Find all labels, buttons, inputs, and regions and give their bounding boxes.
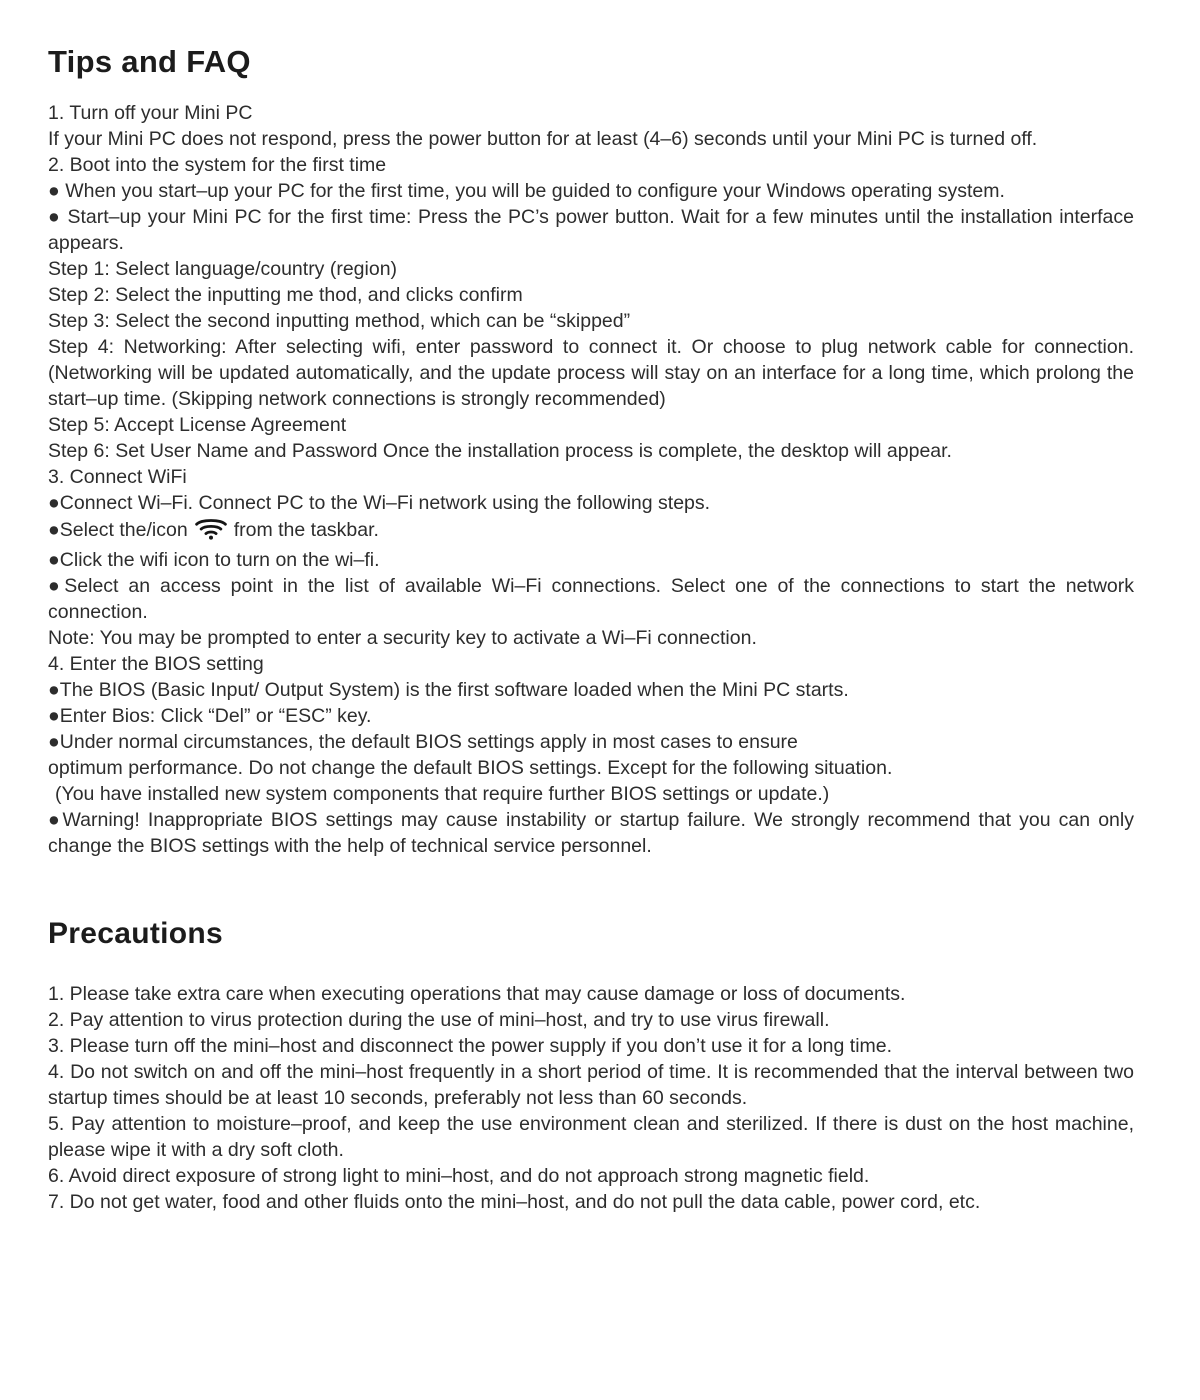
section4-bullet-3-line1: ●Under normal circumstances, the default BIOS settings apply in most cases to ensure — [48, 731, 798, 753]
section3-heading: 3. Connect WiFi — [48, 466, 187, 488]
section-bios-setting — [48, 651, 1134, 859]
wifi-icon — [194, 516, 228, 547]
section4-bullet-1: ●The BIOS (Basic Input/ Output System) is the first software loaded when the Mini PC starts. — [48, 679, 849, 701]
section2-step-4: Step 4: Networking: After selecting wifi, enter password to connect it. Or choose to plug network cable for connection. (Networking will be updated automatically, and the update process will stay on an interface for a long time, which prolong the start–up time. (Skipping network connections is strongly recommended) — [48, 336, 1134, 410]
section2-bullet-1: ● When you start–up your PC for the first time, you will be guided to configure your Windows operating system. — [48, 180, 1005, 202]
section2-step-3: Step 3: Select the second inputting method, which can be “skipped” — [48, 310, 631, 332]
section4-bullet-4: ●Warning! Inappropriate BIOS settings may cause instability or startup failure. We strongly recommend that you can only change the BIOS settings with the help of technical service personnel. — [48, 809, 1134, 857]
section1-heading: 1. Turn off your Mini PC — [48, 102, 253, 124]
section-precautions — [48, 981, 1134, 1215]
section-connect-wifi — [48, 464, 1134, 651]
section3-note: Note: You may be prompted to enter a security key to activate a Wi–Fi connection. — [48, 627, 757, 649]
section3-bullet-2 — [48, 516, 1134, 547]
section2-bullet-2: ● Start–up your Mini PC for the first time: Press the PC’s power button. Wait for a few minutes until the installation interface appears. — [48, 206, 1134, 254]
precaution-item-5: 5. Pay attention to moisture–proof, and keep the use environment clean and sterilized. If there is dust on the host machine, please wipe it with a dry soft cloth. — [48, 1113, 1134, 1161]
section3-bullet-2-pre: ●Select the/icon — [48, 519, 188, 541]
section3-bullet-4: ●Select an access point in the list of available Wi–Fi connections. Select one of the connections to start the network connection. — [48, 575, 1134, 623]
section4-heading: 4. Enter the BIOS setting — [48, 653, 264, 675]
precaution-item-3: 3. Please turn off the mini–host and disconnect the power supply if you don’t use it for a long time. — [48, 1035, 893, 1057]
section3-bullet-3: ●Click the wifi icon to turn on the wi–fi. — [48, 549, 380, 571]
section4-bullet-3-line3: (You have installed new system components that require further BIOS settings or update.) — [55, 783, 830, 805]
tips-faq-title: Tips and FAQ — [48, 44, 251, 79]
precaution-item-4: 4. Do not switch on and off the mini–host frequently in a short period of time. It is recommended that the interval between two startup times should be at least 10 seconds, preferably not less than 60 seconds. — [48, 1061, 1134, 1109]
precaution-item-2: 2. Pay attention to virus protection during the use of mini–host, and try to use virus firewall. — [48, 1009, 830, 1031]
section2-step-2: Step 2: Select the inputting me thod, and clicks confirm — [48, 284, 523, 306]
precaution-item-7: 7. Do not get water, food and other fluids onto the mini–host, and do not pull the data cable, power cord, etc. — [48, 1191, 981, 1213]
section2-step-5: Step 5: Accept License Agreement — [48, 414, 347, 436]
section3-bullet-1: ●Connect Wi–Fi. Connect PC to the Wi–Fi network using the following steps. — [48, 492, 711, 514]
section2-heading: 2. Boot into the system for the first time — [48, 154, 387, 176]
section4-bullet-2: ●Enter Bios: Click “Del” or “ESC” key. — [48, 705, 372, 727]
section4-bullet-3-line2: optimum performance. Do not change the default BIOS settings. Except for the following situation. — [48, 757, 893, 779]
section2-step-1: Step 1: Select language/country (region) — [48, 258, 398, 280]
section-turn-off-mini-pc — [48, 100, 1134, 152]
section3-bullet-2-post: from the taskbar. — [233, 519, 379, 541]
section2-step-6: Step 6: Set User Name and Password Once the installation process is complete, the desktop will appear. — [48, 440, 952, 462]
section-boot-first-time — [48, 152, 1134, 464]
precaution-item-6: 6. Avoid direct exposure of strong light to mini–host, and do not approach strong magnetic field. — [48, 1165, 870, 1187]
precautions-title: Precautions — [48, 917, 224, 950]
precaution-item-1: 1. Please take extra care when executing operations that may cause damage or loss of documents. — [48, 983, 906, 1005]
section1-body: If your Mini PC does not respond, press the power button for at least (4–6) seconds until your Mini PC is turned off. — [48, 128, 1038, 150]
